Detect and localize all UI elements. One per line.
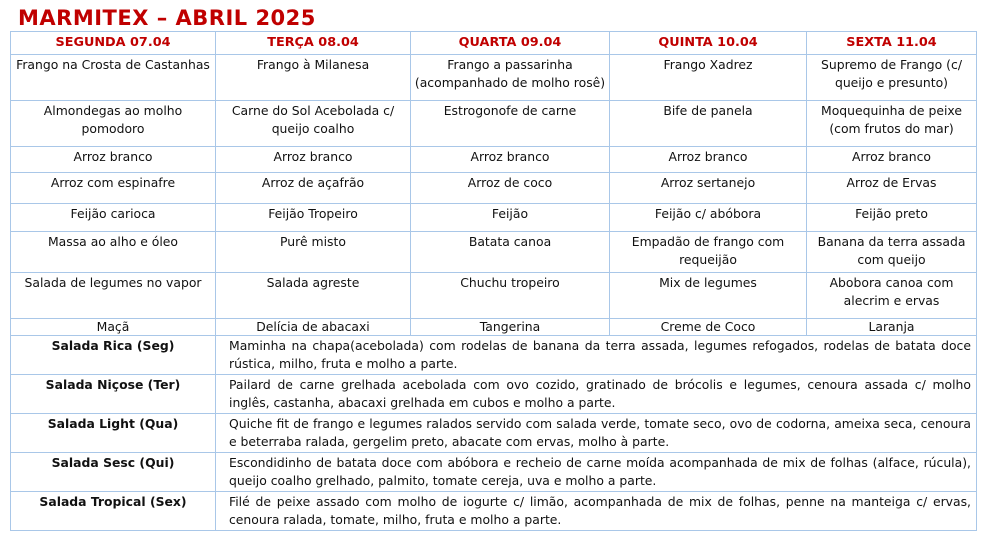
menu-row-meat — [11, 101, 977, 147]
salad-description: Escondidinho de batata doce com abóbora e recheio de carne moída acompanhada de mix de folhas (alface, rúcula), queijo coalho grelhado, palmito, tomate cereja, uva e molho a parte. — [216, 453, 977, 492]
salad-row — [11, 414, 977, 453]
day-header-row — [11, 32, 977, 55]
menu-cell: Frango na Crosta de Castanhas — [11, 55, 216, 101]
menu-cell: Bife de panela — [610, 101, 807, 147]
salad-row — [11, 492, 977, 531]
day-header-tuesday: TERÇA 08.04 — [216, 32, 411, 55]
page-title: MARMITEX – ABRIL 2025 — [18, 6, 316, 30]
menu-cell: Salada de legumes no vapor — [11, 273, 216, 319]
menu-cell: Feijão carioca — [11, 204, 216, 232]
menu-cell: Arroz de açafrão — [216, 173, 411, 204]
menu-cell: Supremo de Frango (c/ queijo e presunto) — [807, 55, 977, 101]
menu-cell: Frango Xadrez — [610, 55, 807, 101]
salad-description: Maminha na chapa(acebolada) com rodelas de banana da terra assada, legumes refogados, rodelas de batata doce rústica, milho, fruta e molho a parte. — [216, 336, 977, 375]
menu-cell: Arroz sertanejo — [610, 173, 807, 204]
salad-row — [11, 336, 977, 375]
menu-cell: Purê misto — [216, 232, 411, 273]
menu-cell: Feijão preto — [807, 204, 977, 232]
salad-name: Salada Niçose (Ter) — [11, 375, 216, 414]
menu-cell: Batata canoa — [411, 232, 610, 273]
menu-cell: Mix de legumes — [610, 273, 807, 319]
menu-cell: Feijão Tropeiro — [216, 204, 411, 232]
menu-cell: Frango à Milanesa — [216, 55, 411, 101]
menu-cell: Moquequinha de peixe (com frutos do mar) — [807, 101, 977, 147]
salad-name: Salada Light (Qua) — [11, 414, 216, 453]
menu-cell: Arroz branco — [11, 147, 216, 173]
menu-cell: Arroz de coco — [411, 173, 610, 204]
menu-table — [10, 31, 977, 531]
menu-cell: Arroz de Ervas — [807, 173, 977, 204]
menu-cell: Arroz com espinafre — [11, 173, 216, 204]
menu-row-rice — [11, 147, 977, 173]
salad-row — [11, 453, 977, 492]
day-header-thursday: QUINTA 10.04 — [610, 32, 807, 55]
salad-name: Salada Rica (Seg) — [11, 336, 216, 375]
salad-description: Filé de peixe assado com molho de iogurte c/ limão, acompanhada de mix de folhas, penne na manteiga c/ ervas, cenoura ralada, tomate, milho, fruta e molho a parte. — [216, 492, 977, 531]
menu-cell: Carne do Sol Acebolada c/ queijo coalho — [216, 101, 411, 147]
day-header-monday: SEGUNDA 07.04 — [11, 32, 216, 55]
menu-cell: Almondegas ao molho pomodoro — [11, 101, 216, 147]
menu-cell: Arroz branco — [216, 147, 411, 173]
day-header-wednesday: QUARTA 09.04 — [411, 32, 610, 55]
menu-row-beans — [11, 204, 977, 232]
day-header-friday: SEXTA 11.04 — [807, 32, 977, 55]
menu-cell: Laranja — [807, 319, 977, 336]
menu-cell: Massa ao alho e óleo — [11, 232, 216, 273]
menu-cell: Salada agreste — [216, 273, 411, 319]
menu-cell: Feijão c/ abóbora — [610, 204, 807, 232]
menu-row-protein — [11, 55, 977, 101]
menu-cell: Chuchu tropeiro — [411, 273, 610, 319]
salad-name: Salada Tropical (Sex) — [11, 492, 216, 531]
menu-cell: Feijão — [411, 204, 610, 232]
menu-cell: Delícia de abacaxi — [216, 319, 411, 336]
menu-row-vegetables — [11, 273, 977, 319]
menu-cell: Maçã — [11, 319, 216, 336]
menu-row-dessert — [11, 319, 977, 336]
menu-cell: Estrogonofe de carne — [411, 101, 610, 147]
menu-cell: Tangerina — [411, 319, 610, 336]
menu-cell: Arroz branco — [807, 147, 977, 173]
salad-description: Quiche fit de frango e legumes ralados servido com salada verde, tomate seco, ovo de codorna, ameixa seca, cenoura e beterraba ralada, gergelim preto, abacate com ervas, molho à parte. — [216, 414, 977, 453]
menu-cell: Banana da terra assada com queijo — [807, 232, 977, 273]
menu-cell: Empadão de frango com requeijão — [610, 232, 807, 273]
menu-cell: Arroz branco — [610, 147, 807, 173]
menu-cell: Creme de Coco — [610, 319, 807, 336]
menu-cell: Abobora canoa com alecrim e ervas — [807, 273, 977, 319]
salad-description: Pailard de carne grelhada acebolada com ovo cozido, gratinado de brócolis e legumes, cenoura assada c/ molho inglês, castanha, abacaxi grelhada em cubos e molho a parte. — [216, 375, 977, 414]
menu-row-side — [11, 232, 977, 273]
salad-name: Salada Sesc (Qui) — [11, 453, 216, 492]
menu-cell: Frango a passarinha (acompanhado de molho rosê) — [411, 55, 610, 101]
menu-cell: Arroz branco — [411, 147, 610, 173]
salad-row — [11, 375, 977, 414]
menu-row-special-rice — [11, 173, 977, 204]
